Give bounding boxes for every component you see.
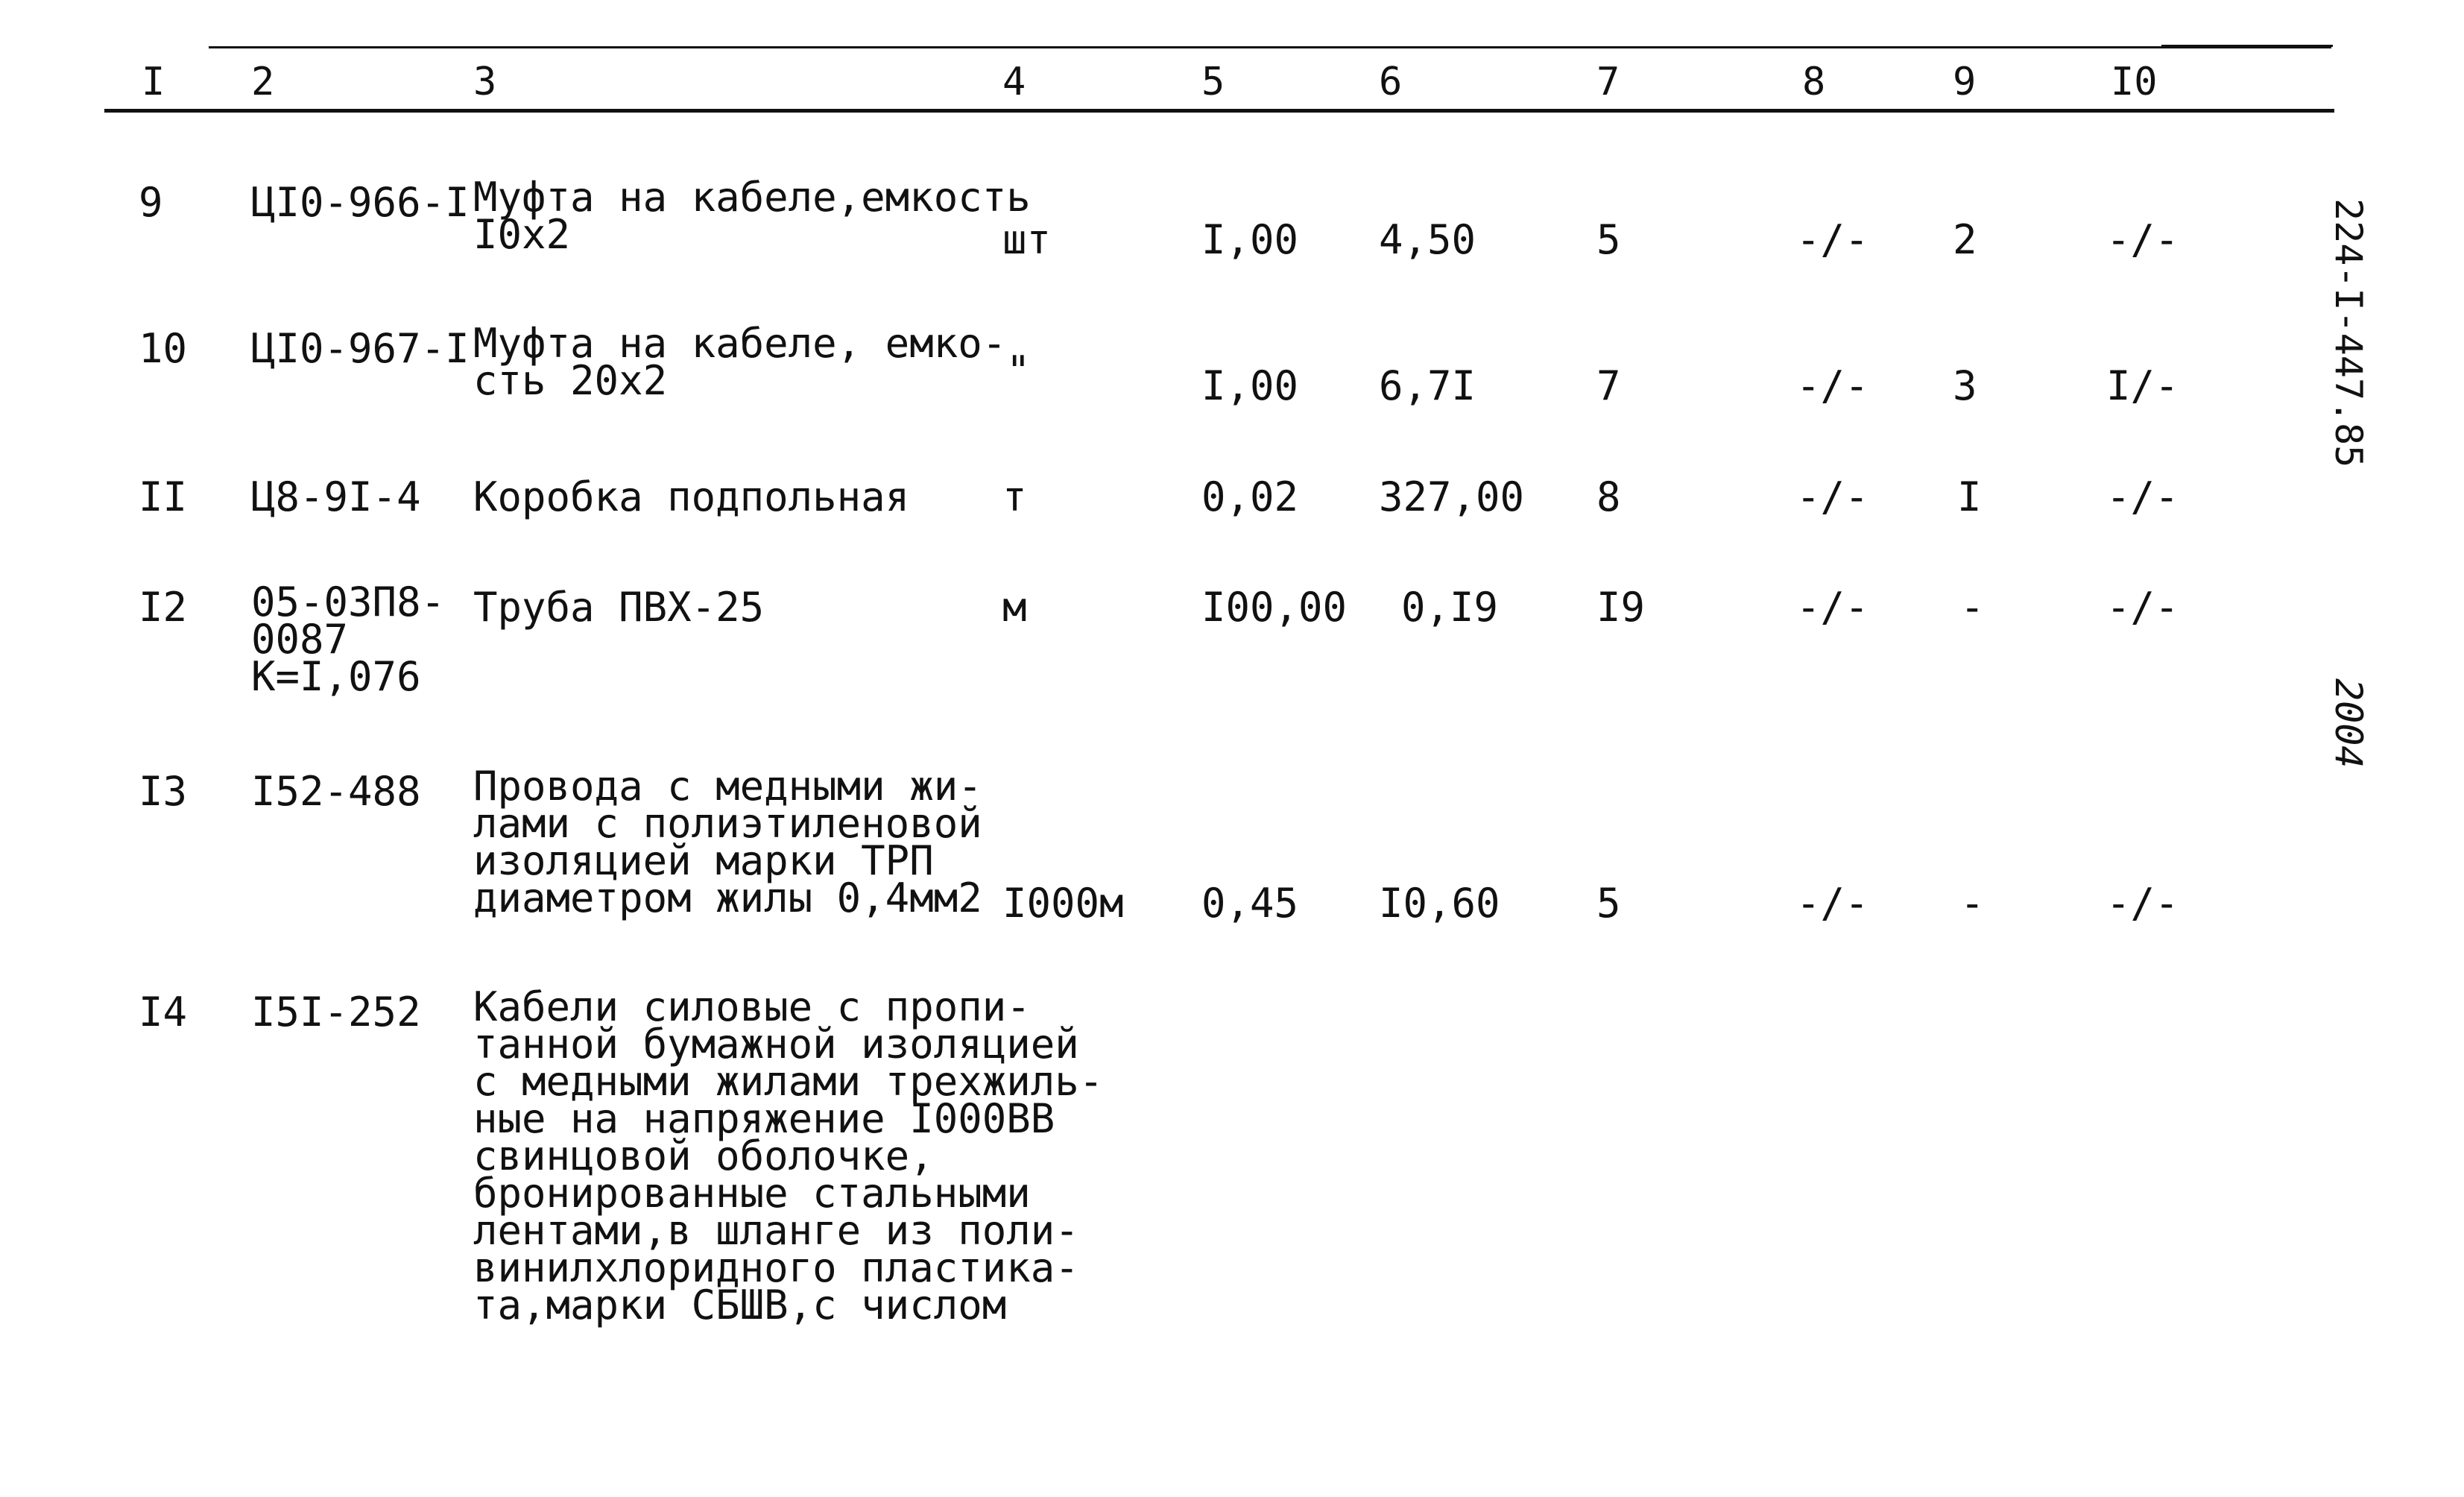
code-cell: ЦI0-967-I bbox=[251, 325, 470, 372]
header-col-8: 8 bbox=[1802, 60, 1826, 104]
row-number: I4 bbox=[139, 989, 188, 1036]
name-cell: Муфта на кабеле, емко- сть 20x2 bbox=[473, 320, 1007, 404]
row-number: 9 bbox=[139, 179, 163, 226]
col5-cell: 0,02 bbox=[1201, 473, 1299, 520]
row-number: 10 bbox=[139, 325, 188, 372]
header-col-1: I bbox=[142, 60, 165, 104]
unit-cell: т bbox=[1002, 473, 1027, 520]
col9-cell: I bbox=[1957, 473, 1982, 520]
col8-cell: -/- bbox=[1796, 880, 1869, 927]
header-col-7: 7 bbox=[1596, 60, 1620, 104]
col7-cell: I9 bbox=[1596, 584, 1646, 631]
code-cell: I5I-252 bbox=[251, 989, 421, 1036]
col8-cell: -/- bbox=[1796, 473, 1869, 520]
col9-cell: - bbox=[1960, 880, 1985, 927]
col9-cell: 3 bbox=[1953, 362, 1977, 409]
unit-cell: шт bbox=[1002, 216, 1052, 263]
col10-cell: -/- bbox=[2106, 584, 2179, 631]
col5-cell: 0,45 bbox=[1201, 880, 1299, 927]
col10-cell: I/- bbox=[2106, 362, 2179, 409]
header-col-4: 4 bbox=[1002, 60, 1026, 104]
col7-cell: 7 bbox=[1596, 362, 1621, 409]
name-cell: Провода с медными жи- лами с полиэтиленовой изоляцией марки ТРП диаметром жилы 0,4мм2 bbox=[473, 763, 982, 921]
code-cell: Ц8-9I-4 bbox=[251, 473, 421, 520]
header-col-3: 3 bbox=[473, 60, 497, 104]
row-number: I2 bbox=[139, 584, 188, 631]
code-cell: 05-03П8- 0087 К=I,076 bbox=[251, 579, 446, 700]
name-cell: Труба ПВХ-25 bbox=[473, 584, 765, 631]
row-number: I3 bbox=[139, 768, 188, 815]
name-cell: Муфта на кабеле,емкость I0x2 bbox=[473, 174, 1031, 258]
header-col-10: I0 bbox=[2111, 60, 2158, 104]
code-cell: I52-488 bbox=[251, 768, 421, 815]
unit-cell: I000м bbox=[1002, 880, 1124, 927]
top-rule-right bbox=[2161, 45, 2333, 47]
col5-cell: I,00 bbox=[1201, 216, 1299, 263]
page-number: 2004 bbox=[2327, 678, 2370, 769]
col10-cell: -/- bbox=[2106, 880, 2179, 927]
col10-cell: -/- bbox=[2106, 473, 2179, 520]
col5-cell: I,00 bbox=[1201, 362, 1299, 409]
col8-cell: -/- bbox=[1796, 216, 1869, 263]
col7-cell: 5 bbox=[1596, 880, 1621, 927]
col7-cell: 5 bbox=[1596, 216, 1621, 263]
col9-cell: - bbox=[1960, 584, 1985, 631]
col6-cell: 4,50 bbox=[1379, 216, 1476, 263]
header-col-2: 2 bbox=[251, 60, 275, 104]
col6-cell: 6,7I bbox=[1379, 362, 1476, 409]
col5-cell: I00,00 bbox=[1201, 584, 1348, 631]
header-rule bbox=[104, 109, 2334, 113]
header-col-9: 9 bbox=[1953, 60, 1977, 104]
row-number: II bbox=[139, 473, 188, 520]
col10-cell: -/- bbox=[2106, 216, 2179, 263]
header-col-6: 6 bbox=[1379, 60, 1403, 104]
col8-cell: -/- bbox=[1796, 362, 1869, 409]
unit-cell: м bbox=[1002, 584, 1027, 631]
name-cell: Коробка подпольная bbox=[473, 473, 910, 520]
header-col-5: 5 bbox=[1201, 60, 1225, 104]
col8-cell: -/- bbox=[1796, 584, 1869, 631]
col6-cell: 0,I9 bbox=[1401, 584, 1499, 631]
name-cell: Кабели силовые с пропи- танной бумажной изоляцией с медными жилами трехжиль- ные на напряжение I000ВВ свинцовой оболочке, бронированные стальными лентами,в шланге из поли- винилхлоридного пластика- та,марки СБШВ,с числом bbox=[473, 983, 1104, 1329]
unit-cell: " bbox=[1006, 347, 1031, 394]
col7-cell: 8 bbox=[1596, 473, 1621, 520]
col9-cell: 2 bbox=[1953, 216, 1977, 263]
code-cell: ЦI0-966-I bbox=[251, 179, 470, 226]
col6-cell: 327,00 bbox=[1379, 473, 1525, 520]
top-rule bbox=[209, 46, 2331, 48]
document-code: 224-I-447.85 bbox=[2327, 198, 2370, 468]
col6-cell: I0,60 bbox=[1379, 880, 1500, 927]
